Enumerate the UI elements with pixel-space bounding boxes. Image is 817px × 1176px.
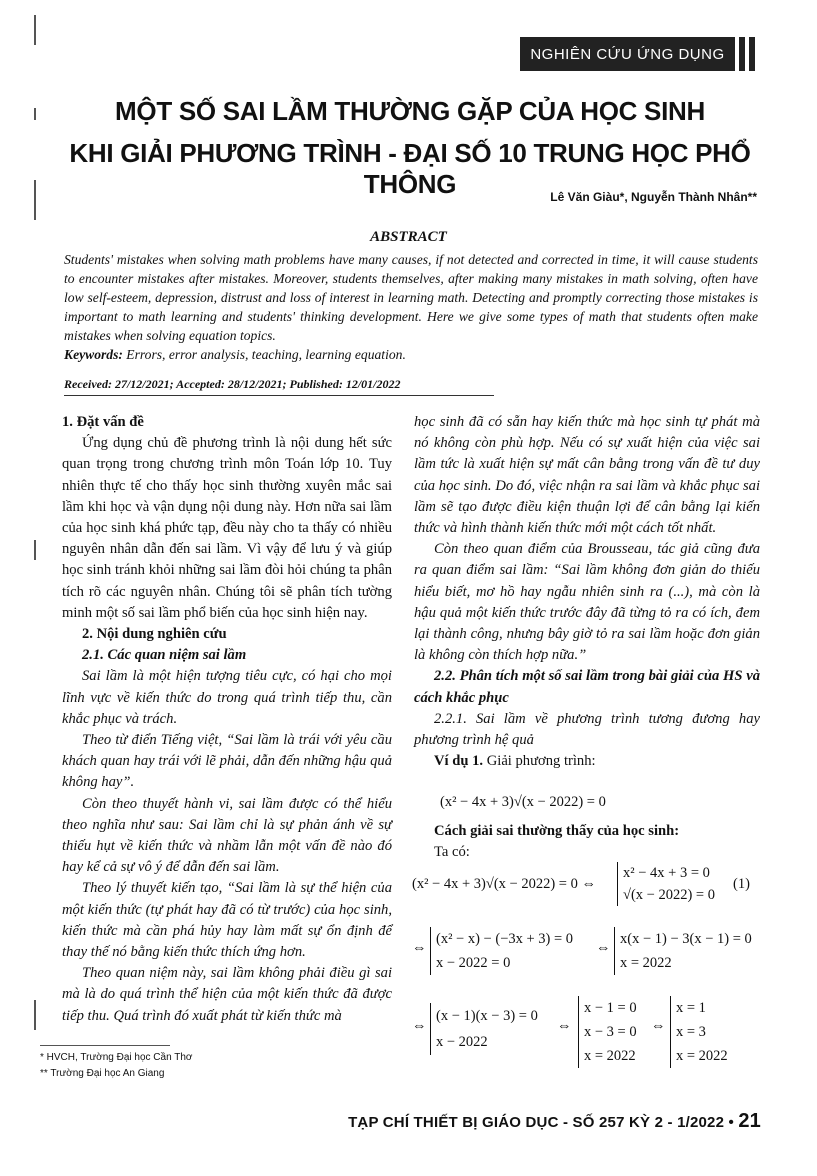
paragraph: Theo lý thuyết kiến tạo, “Sai lầm là sự thể hiện của một kiến thức (tự phát hay đã có từ trước) của học sinh, kiến thức mà cần phá hủy hay làm mất sự ổn định để thay thế nó bằng kiến thức thích ứng hơn. <box>62 880 392 961</box>
margin-mark <box>34 180 36 220</box>
paragraph: Còn theo thuyết hành vi, sai lầm được có thể hiểu theo nghĩa như sau: Sai lầm chỉ là sự phản ánh về sự thiếu hụt về kiến thức và nhầm lẫn một vấn đề nào đó hay kể cả sự vô ý để dẫn đến sai lầm. <box>62 795 392 876</box>
equation-left: (x² − 4x + 3)√(x − 2022) = 0 ⇔ <box>412 876 596 892</box>
equation-label: (1) <box>733 876 750 892</box>
system-line: x = 3 <box>676 1024 706 1040</box>
abstract-text: Students' mistakes when solving math problems have many causes, if not detected and corrected in time, it will cause students to encounter mistakes after mistakes. Moreover, students themselves, after making many mistakes in math solving, often have low self-esteem, depression, distrust and loss of interest in learning math. Detecting and promptly correcting those mistakes is important to math learning and students' thinking development. Here we give some types of math that students often make mistakes when solving equation topics. <box>64 252 758 343</box>
divider <box>64 395 494 396</box>
system-line: (x² − x) − (−3x + 3) = 0 <box>436 931 574 947</box>
keywords-label: Keywords: <box>64 347 123 362</box>
authors: Lê Văn Giàu*, Nguyễn Thành Nhân** <box>550 190 757 204</box>
iff-symbol: ⇔ <box>412 940 427 956</box>
tag-bar <box>739 37 745 71</box>
system-line: x − 1 = 0 <box>584 1000 637 1016</box>
system-6 <box>670 996 728 1068</box>
iff-symbol: ⇔ <box>596 940 611 956</box>
margin-mark <box>34 108 36 120</box>
abstract-body <box>64 250 758 364</box>
left-column <box>62 412 392 1027</box>
system-1 <box>617 862 715 906</box>
system-line: x = 2022 <box>620 955 672 971</box>
system-line: x = 2022 <box>584 1048 636 1064</box>
tag-bar <box>749 37 755 71</box>
iff-symbol: ⇔ <box>557 1018 572 1034</box>
example-text: Giải phương trình: <box>483 753 596 770</box>
system-line: x(x − 1) − 3(x − 1) = 0 <box>620 931 752 947</box>
section-2-2-heading: 2.2. Phân tích một số sai lầm trong bài giải của HS và cách khắc phục <box>414 668 760 706</box>
main-equation: (x² − 4x + 3)√(x − 2022) = 0 <box>440 794 606 810</box>
system-line: x − 2022 = 0 <box>436 955 511 971</box>
example-1 <box>414 751 760 772</box>
system-3 <box>614 927 752 975</box>
abstract-heading: ABSTRACT <box>370 229 447 245</box>
iff-symbol: ⇔ <box>412 1018 427 1034</box>
margin-mark <box>34 540 36 560</box>
section-1-heading: 1. Đặt vấn đề <box>62 414 144 430</box>
paragraph: Sai lầm là một hiện tượng tiêu cực, có hại cho mọi lĩnh vực về kiến thức do trong quá trình tiếp thu, cần khắc phục và trách. <box>62 668 392 727</box>
section-2-2-1-heading: 2.2.1. Sai lầm về phương trình tương đương hay phương trình hệ quả <box>414 710 760 749</box>
paragraph: Theo quan niệm này, sai lầm không phải điều gì sai mà là do quá trình thể hiện của một kiến thức đã được tiếp thu. Quá trình đó xuất phát từ kiến thức mà <box>62 965 392 1024</box>
system-5 <box>578 996 637 1068</box>
section-2-heading: 2. Nội dung nghiên cứu <box>82 626 227 643</box>
system-2 <box>430 927 573 975</box>
margin-mark <box>34 15 36 45</box>
system-line: x − 2022 <box>436 1034 488 1050</box>
journal-footer <box>348 1110 761 1133</box>
journal-name: TẠP CHÍ THIẾT BỊ GIÁO DỤC - SỐ 257 KỲ 2 - 1/2022 • <box>348 1114 734 1131</box>
paragraph: Theo từ điển Tiếng việt, “Sai lầm là trái với yêu cầu khách quan hay trái với lẽ phải, dẫn đến những hậu quả không hay”. <box>62 732 392 791</box>
keywords: Errors, error analysis, teaching, learning equation. <box>122 347 406 362</box>
system-line: x² − 4x + 3 = 0 <box>623 865 710 881</box>
we-have: Ta có: <box>434 844 470 860</box>
article-title-line2: KHI GIẢI PHƯƠNG TRÌNH - ĐẠI SỐ 10 TRUNG HỌC PHỔ THÔNG <box>69 138 751 199</box>
system-4 <box>430 1003 538 1055</box>
footnote-rule <box>40 1045 170 1046</box>
received-dates: Received: 27/12/2021; Accepted: 28/12/2021; Published: 12/01/2022 <box>64 377 401 391</box>
page-number: 21 <box>738 1110 761 1132</box>
iff-symbol: ⇔ <box>651 1018 666 1034</box>
right-column <box>414 412 760 772</box>
system-line: (x − 1)(x − 3) = 0 <box>436 1008 538 1024</box>
system-line: x = 1 <box>676 1000 706 1016</box>
footnote-2: ** Trường Đại học An Giang <box>40 1068 165 1079</box>
footnote-1: * HVCH, Trường Đại học Cần Thơ <box>40 1052 193 1063</box>
system-line: x = 2022 <box>676 1048 728 1064</box>
section-tag: NGHIÊN CỨU ỨNG DỤNG <box>520 37 735 71</box>
paragraph: học sinh đã có sẵn hay kiến thức mà học sinh tự phát mà nó không còn phù hợp. Nếu có sự xuất hiện của việc sai lầm tức là xuất hiện sự mất cân bằng trong vấn đề tư duy của học sinh. Do đó, việc nhận ra sai lầm và khắc phục sai lầm sẽ tạo được điều kiện thuận lợi để cân bằng lại kiến thức và hình thành kiến thức mới một cách tốt nhất. <box>414 414 760 537</box>
wrong-solution-heading: Cách giải sai thường thấy của học sinh: <box>434 823 680 839</box>
system-line: √(x − 2022) = 0 <box>623 887 715 903</box>
example-label: Ví dụ 1. <box>434 753 484 770</box>
section-2-1-heading: 2.1. Các quan niệm sai lầm <box>82 647 247 664</box>
system-line: x − 3 = 0 <box>584 1024 637 1040</box>
paragraph: Còn theo quan điểm của Brousseau, tác giả cũng đưa ra quan điểm sai lầm: “Sai lầm không đơn giản do thiếu hiểu biết, mơ hồ hay ngẫu nhiên sinh ra (...), mà còn là hậu quả một kiến thức trước đây đã từng tỏ ra có ích, đem lại thành công, nhưng bây giờ tỏ ra sai lầm hoặc đơn giản là không còn thích hợp nữa.” <box>414 541 760 664</box>
margin-mark <box>34 1000 36 1030</box>
article-title-line1: MỘT SỐ SAI LẦM THƯỜNG GẶP CỦA HỌC SINH <box>115 96 705 126</box>
paragraph: Ứng dụng chủ đề phương trình là nội dung hết sức quan trọng trong chương trình môn Toán lớp 10. Tuy nhiên thực tế cho thấy học sinh thường xuyên mắc sai lầm khi học và vận dụng nội dung này. Hơn nữa sai lầm của học sinh khá phức tạp, đều này cho ta thấy có nhiều nguyên nhân dẫn đến sai lầm. Vì vậy để lưu ý và giúp học sinh tránh khỏi những sai lầm đòi hỏi chúng ta phân tích rõ các nguyên nhân. Chúng tôi sẽ phân tích tường minh một số sai lầm phổ biến của học sinh hiện nay. <box>62 435 392 621</box>
